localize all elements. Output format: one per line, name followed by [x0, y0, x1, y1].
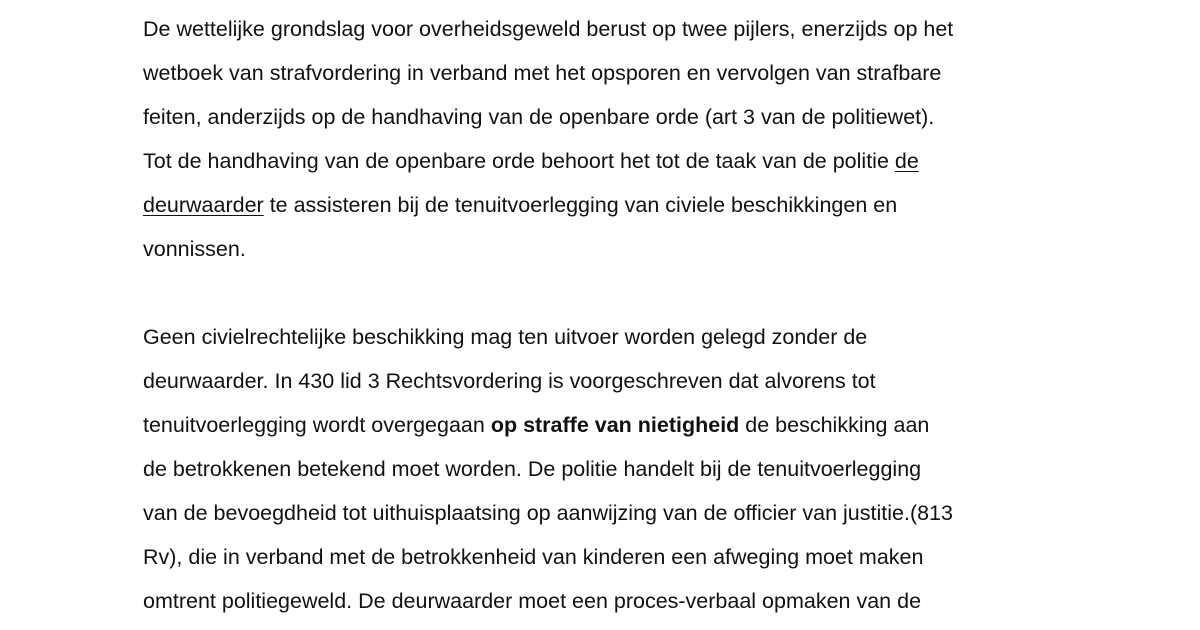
text-segment: Tot de handhaving van de openbare orde behoort het tot de taak van de politie [143, 149, 895, 173]
text-line [143, 322, 867, 352]
text-segment: van de bevoegdheid tot uithuisplaatsing op aanwijzing van de officier van justitie.(813 [143, 501, 953, 525]
text-segment: deurwaarder. In 430 lid 3 Rechtsvordering is voorgeschreven dat alvorens tot [143, 369, 876, 393]
text-line [143, 58, 941, 88]
text-segment: feiten, anderzijds op de handhaving van de openbare orde (art 3 van de politiewet). [143, 105, 935, 129]
text-segment: omtrent politiegeweld. De deurwaarder moet een proces-verbaal opmaken van de [143, 589, 922, 613]
text-line [143, 586, 921, 616]
text-line [143, 454, 921, 484]
text-line [143, 542, 923, 572]
text-segment: De wettelijke grondslag voor overheidsgeweld berust op twee pijlers, enerzijds op het [143, 17, 954, 41]
text-segment: tenuitvoerlegging wordt overgegaan [143, 413, 491, 437]
text-line [143, 14, 953, 44]
text-segment: Rv), die in verband met de betrokkenheid van kinderen een afweging moet maken [143, 545, 924, 569]
text-segment: wetboek van strafvordering in verband met het opsporen en vervolgen van strafbare [143, 61, 942, 85]
text-segment: de betrokkenen betekend moet worden. De politie handelt bij de tenuitvoerlegging [143, 457, 922, 481]
text-segment: de beschikking aan [739, 413, 930, 437]
text-line [143, 190, 897, 220]
text-line [143, 366, 876, 396]
text-line [143, 234, 246, 264]
text-segment: te assisteren bij de tenuitvoerlegging van civiele beschikkingen en [263, 193, 898, 217]
text-segment: Geen civielrechtelijke beschikking mag ten uitvoer worden gelegd zonder de [143, 325, 868, 349]
text-line [143, 146, 919, 176]
bold-text: op straffe van nietigheid [490, 413, 740, 437]
underlined-text: deurwaarder [143, 193, 264, 217]
text-line [143, 102, 934, 132]
text-line [143, 410, 929, 440]
underlined-text: de [894, 149, 919, 173]
text-segment: vonnissen. [143, 237, 246, 261]
text-line [143, 498, 953, 528]
